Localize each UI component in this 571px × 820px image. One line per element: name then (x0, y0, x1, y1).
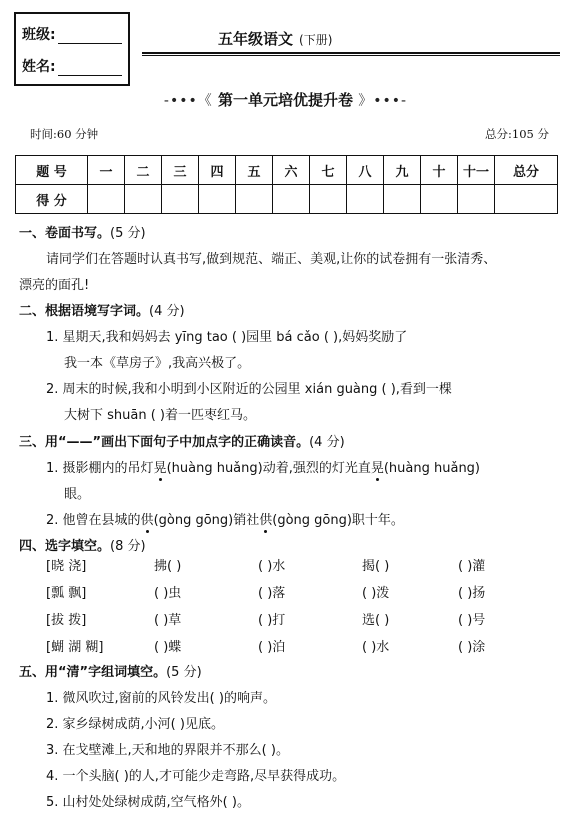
fill-blank[interactable]: ( )扬 (458, 586, 486, 601)
question-5-5[interactable]: 5. 山村处处绿树成荫,空气格外( )。 (46, 795, 250, 810)
score-cell[interactable] (347, 185, 384, 214)
score-cell[interactable] (273, 185, 310, 214)
sentence-text: 2. 他曾在县城的 (46, 513, 141, 528)
score-cell[interactable] (458, 185, 495, 214)
time-limit: 时间:60 分钟 (30, 127, 99, 141)
fill-blank[interactable]: ( )号 (458, 613, 486, 628)
class-field[interactable] (22, 24, 122, 44)
char-pair: [瓢 飘] (46, 586, 87, 601)
score-header-row (16, 156, 558, 185)
score-row (16, 185, 558, 214)
sentence-text: (huàng huǎng)动着,强烈的灯光直 (166, 461, 371, 476)
section-points: (5 分) (166, 665, 202, 680)
sentence-text: (gòng gōng)销社 (153, 513, 260, 528)
choice-row (46, 632, 558, 659)
section-title-text: 五、用“清”字组词填空。 (19, 665, 167, 680)
header-cell: 题 号 (16, 156, 88, 185)
section-3-title (19, 431, 345, 450)
question-5-2[interactable]: 2. 家乡绿树成荫,小河( )见底。 (46, 717, 224, 732)
header-cell: 总分 (495, 156, 558, 185)
section-1-text-line1: 请同学们在答题时认真书写,做到规范、端正、美观,让你的试卷拥有一张清秀、 (46, 252, 497, 267)
section-points: (8 分) (110, 539, 146, 554)
choice-row (46, 551, 558, 578)
header-cell: 一 (88, 156, 125, 185)
grade-subject: 五年级语文 (218, 30, 294, 48)
score-cell[interactable] (88, 185, 125, 214)
fill-blank[interactable]: ( )涂 (458, 640, 486, 655)
question-2-2-line2[interactable]: 大树下 shuān ( )着一匹枣红马。 (64, 408, 256, 423)
ornament-right-icon: 》•••- (358, 93, 408, 109)
dotted-char: 晃 (153, 461, 167, 476)
section-1-text-line2: 漂亮的面孔! (19, 278, 90, 293)
section-title-text: 三、用“——”画出下面句子中加点字的正确读音。 (19, 435, 310, 450)
dotted-char: 供 (259, 513, 273, 528)
fill-blank[interactable]: ( )泼 (362, 586, 390, 601)
score-cell[interactable] (495, 185, 558, 214)
section-points: (5 分) (110, 226, 146, 241)
section-points: (4 分) (309, 435, 345, 450)
score-cell[interactable] (384, 185, 421, 214)
fill-blank[interactable]: ( )泊 (258, 640, 286, 655)
question-3-1-line1[interactable] (46, 457, 480, 476)
fill-blank[interactable]: ( )草 (154, 613, 182, 628)
char-pair: [拔 拨] (46, 613, 87, 628)
char-choice-table (46, 551, 558, 659)
score-cell[interactable] (421, 185, 458, 214)
fill-blank[interactable]: ( )蝶 (154, 640, 182, 655)
question-2-1-line2: 我一本《草房子》,我高兴极了。 (64, 356, 251, 371)
title-rule-thin (142, 55, 560, 56)
fill-blank[interactable]: ( )灌 (458, 559, 486, 574)
score-cell[interactable] (125, 185, 162, 214)
unit-title-text: 第一单元培优提升卷 (217, 91, 353, 109)
header-cell: 四 (199, 156, 236, 185)
header-cell: 八 (347, 156, 384, 185)
fill-blank[interactable]: ( )落 (258, 586, 286, 601)
choice-row (46, 605, 558, 632)
fill-blank[interactable]: 拂( ) (154, 559, 182, 574)
question-5-3[interactable]: 3. 在戈壁滩上,天和地的界限并不那么( )。 (46, 743, 289, 758)
choice-row (46, 578, 558, 605)
class-label: 班级: (22, 27, 56, 43)
section-5-title (19, 661, 202, 680)
header-cell: 十 (421, 156, 458, 185)
fill-blank[interactable]: ( )虫 (154, 586, 182, 601)
question-3-1-line2: 眼。 (64, 487, 91, 502)
score-cell[interactable] (199, 185, 236, 214)
fill-blank[interactable]: 选( ) (362, 613, 390, 628)
fill-blank[interactable]: ( )打 (258, 613, 286, 628)
sentence-text: (gòng gōng)职十年。 (272, 513, 404, 528)
name-field[interactable] (22, 56, 122, 76)
total-score: 总分:105 分 (485, 127, 549, 141)
score-cell[interactable] (162, 185, 199, 214)
header-cell: 十一 (458, 156, 495, 185)
header-cell: 九 (384, 156, 421, 185)
question-2-2-line1[interactable]: 2. 周末的时候,我和小明到小区附近的公园里 xián guàng ( ),看到一棵 (46, 382, 452, 397)
dotted-char: 供 (140, 513, 154, 528)
section-2-title (19, 300, 185, 319)
section-title-text: 一、卷面书写。 (19, 226, 111, 241)
sentence-text: 1. 摄影棚内的吊灯 (46, 461, 154, 476)
question-5-1[interactable]: 1. 微风吹过,窗前的风铃发出( )的响声。 (46, 691, 276, 706)
score-table (15, 155, 558, 214)
question-3-2[interactable] (46, 509, 404, 528)
fill-blank[interactable]: ( )水 (258, 559, 286, 574)
question-5-4[interactable]: 4. 一个头脑( )的人,才可能少走弯路,尽早获得成功。 (46, 769, 346, 784)
score-label-cell: 得 分 (16, 185, 88, 214)
name-label: 姓名: (22, 59, 56, 75)
document-title (218, 28, 332, 49)
unit-title (0, 89, 571, 110)
header-cell: 二 (125, 156, 162, 185)
header-cell: 三 (162, 156, 199, 185)
header-cell: 五 (236, 156, 273, 185)
score-cell[interactable] (236, 185, 273, 214)
score-cell[interactable] (310, 185, 347, 214)
section-title-text: 二、根据语境写字词。 (19, 304, 150, 319)
question-2-1-line1[interactable]: 1. 星期天,我和妈妈去 yīng tao ( )园里 bá cǎo ( ),妈妈奖励了 (46, 330, 408, 345)
fill-blank[interactable]: ( )水 (362, 640, 390, 655)
section-1-title (19, 222, 146, 241)
volume-label: (下册) (299, 33, 333, 47)
header-cell: 七 (310, 156, 347, 185)
char-pair: [晓 浇] (46, 559, 87, 574)
section-points: (4 分) (149, 304, 185, 319)
fill-blank[interactable]: 揭( ) (362, 559, 390, 574)
dotted-char: 晃 (370, 461, 384, 476)
student-info-box (14, 12, 130, 86)
title-rule (142, 52, 560, 54)
ornament-left-icon: -•••《 (163, 93, 213, 109)
header-cell: 六 (273, 156, 310, 185)
sentence-text: (huàng huǎng) (383, 461, 481, 476)
section-title-text: 四、选字填空。 (19, 539, 111, 554)
char-triple: [蝴 湖 糊] (46, 640, 104, 655)
